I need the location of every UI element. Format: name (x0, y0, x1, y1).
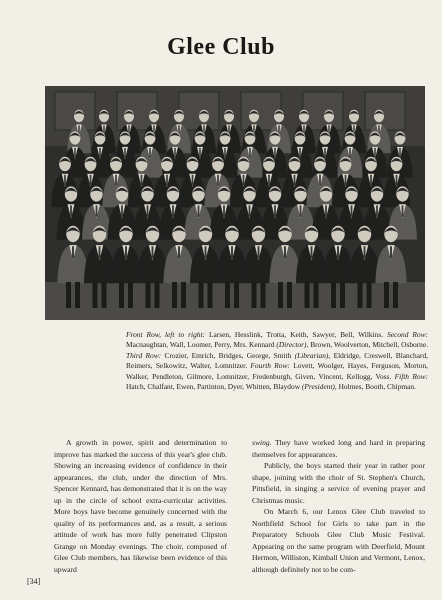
photo-person-leg (358, 282, 363, 308)
caption-third-row-lead: Third Row: (126, 350, 162, 360)
body-emphasis-swing: swing. (252, 438, 272, 447)
caption-director-role: (Director) (276, 340, 307, 350)
photo-person-tie (402, 205, 404, 216)
photo-window-pane (365, 92, 405, 130)
photo-person-tie (345, 175, 347, 186)
photo-person-tie (121, 205, 123, 216)
photo-person-tie (198, 205, 200, 216)
photo-person-leg (261, 282, 266, 308)
photo-person-leg (278, 282, 283, 308)
photo-person-leg (199, 282, 204, 308)
photo-person-tie (311, 246, 313, 258)
photo-person-tie (370, 175, 372, 186)
photo-person-leg (314, 282, 319, 308)
photo-person-tie (147, 205, 149, 216)
page-number: [34] (27, 577, 41, 586)
caption-fifth-row-names-a: Hatch, Chalfant, Ewen, Partinton, Dyer, Whitten, Blaydow (126, 382, 302, 392)
photo-caption (126, 330, 428, 392)
photo-person-leg (331, 282, 336, 308)
photo-person-tie (115, 175, 117, 186)
photo-person-tie (337, 246, 339, 258)
photo-person-tie (178, 246, 180, 258)
page-title: Glee Club (167, 34, 275, 60)
photo-person-tie (141, 175, 143, 186)
photo-person-tie (217, 175, 219, 186)
photo-person-leg (252, 282, 257, 308)
caption-president-role: (President) (301, 382, 335, 392)
photo-person-leg (393, 282, 398, 308)
photo-person-leg (66, 282, 71, 308)
photo-person-tie (74, 148, 76, 158)
photo-window-pane (55, 92, 95, 130)
caption-third-row-names-b: , Eldridge, Creswell, Blanchard, Reimers, Selkowitz, Walter, Lomnitzer. (126, 350, 428, 371)
photo-person-tie (374, 148, 376, 158)
photo-person-leg (93, 282, 98, 308)
photo-person-leg (367, 282, 372, 308)
body-paragraph-2: Publicly, the boys started their year in rather poor shape, joining with the choir of St. Stephen's Church, Pittsfield, in singing a service of evening prayer and Christmas music. (252, 461, 425, 505)
photo-person-tie (249, 148, 251, 158)
caption-front-row-lead: Front Row, left to right: (126, 330, 205, 339)
photo-person-tie (174, 148, 176, 158)
caption-second-row-names-a: Macnaughtan, Wall, Loomer, Perry, Mrs. Kennard (126, 340, 277, 350)
photo-person-tie (99, 246, 101, 258)
body-paragraph-3: On March 6, our Lenox Glee Club traveled to Northfield School for Girls to take part in the Preparatory Schools Glee Club Music Festival. Appearing on the same program with Deerfield, Mount Hermon, Williston, Kimball Union and Vermont, Lenox, although definitely not to be com- (252, 507, 425, 574)
photo-person-leg (384, 282, 389, 308)
photo-person-tie (390, 246, 392, 258)
photo-person-tie (258, 246, 260, 258)
photo-person-tie (249, 205, 251, 216)
photo-person-tie (299, 148, 301, 158)
body-paragraph-continued-text: They have worked long and hard in preparing themselves for appearances. (252, 438, 425, 459)
photo-person-leg (305, 282, 310, 308)
body-paragraph-continued (252, 437, 425, 460)
caption-fifth-row-names-b: , Holmes, Booth, Chipman. (334, 382, 416, 392)
caption-librarian-role: (Librarian) (294, 350, 329, 360)
photo-person-tie (199, 148, 201, 158)
photo-person-tie (96, 205, 98, 216)
photo-window-pane (241, 92, 281, 130)
body-column-right (252, 437, 425, 587)
photo-person-tie (300, 205, 302, 216)
caption-fourth-row-lead: Fourth Row: (250, 361, 290, 371)
photo-person-tie (324, 148, 326, 158)
photo-person-leg (208, 282, 213, 308)
photo-person-tie (325, 205, 327, 216)
caption-fourth-row-names: Lovett, Woolger, Hayes, Ferguson, Morton, Walker, Pendleton, Gilmore, Lomnitzer, Fredenburgh, Given, Vincent, Kellogg, Voss. (126, 361, 429, 381)
photo-person-tie (396, 175, 398, 186)
caption-fifth-row-lead: Fifth Row: (394, 371, 428, 381)
body-column-left (54, 437, 227, 575)
photo-person-tie (72, 246, 74, 258)
group-photo (45, 86, 425, 320)
photo-person-tie (224, 148, 226, 158)
photo-person-tie (274, 205, 276, 216)
photo-person-leg (146, 282, 151, 308)
photo-person-tie (376, 205, 378, 216)
photo-person-tie (349, 148, 351, 158)
photo-person-tie (166, 175, 168, 186)
photo-person-tie (64, 175, 66, 186)
photo-person-tie (70, 205, 72, 216)
photo-person-tie (192, 175, 194, 186)
photo-person-tie (284, 246, 286, 258)
photo-person-leg (75, 282, 80, 308)
photo-person-tie (274, 148, 276, 158)
photo-person-leg (155, 282, 160, 308)
photo-window-pane (303, 92, 343, 130)
caption-second-row-names-b: , Brown, Woolverton, Mitchell, Osborne. (306, 340, 428, 350)
photo-person-tie (172, 205, 174, 216)
photo-person-tie (399, 148, 401, 158)
photo-person-tie (205, 246, 207, 258)
photo-person-leg (340, 282, 345, 308)
photo-person-leg (234, 282, 239, 308)
photo-person-leg (172, 282, 177, 308)
photo-person-leg (225, 282, 230, 308)
photo-person-tie (152, 246, 154, 258)
photo-person-tie (243, 175, 245, 186)
photo-person-tie (268, 175, 270, 186)
photo-person-tie (319, 175, 321, 186)
photo-person-tie (125, 246, 127, 258)
group-photo-image (45, 86, 425, 320)
photo-person-tie (99, 148, 101, 158)
body-paragraph-1: A growth in power, spirit and determination to improve has marked the success of this year's glee club. Showing an increasing evidence of confidence in their appearances, the club, under the direction of Mrs. Spencer Kennard, has demonstrated that it is on the way up in the circle of school extra-curricular activities. More boys have become genuinely concerned with the quality of its performances and, as a result, a serious attitude of work has more fully penetrated Clipston Grange on Monday evenings. The choir, composed of Glee Club members, has likewise been evidence of this upward (54, 438, 227, 574)
photo-person-leg (119, 282, 124, 308)
photo-person-tie (231, 246, 233, 258)
caption-third-row-names-a: Crozier, Emrich, Bridges, George, Smith (161, 350, 295, 360)
photo-person-leg (181, 282, 186, 308)
photo-person-tie (90, 175, 92, 186)
caption-front-row-names: Larsen, Hesslink, Trotta, Keith, Sawyer, Bell, Wilkins. (204, 330, 384, 339)
photo-person-tie (294, 175, 296, 186)
photo-person-tie (223, 205, 225, 216)
photo-window-pane (179, 92, 219, 130)
photo-person-tie (364, 246, 366, 258)
photo-person-leg (128, 282, 133, 308)
photo-person-tie (149, 148, 151, 158)
photo-person-leg (102, 282, 107, 308)
photo-person-tie (124, 148, 126, 158)
caption-second-row-lead: Second Row: (387, 330, 428, 339)
photo-person-tie (351, 205, 353, 216)
photo-person-leg (287, 282, 292, 308)
